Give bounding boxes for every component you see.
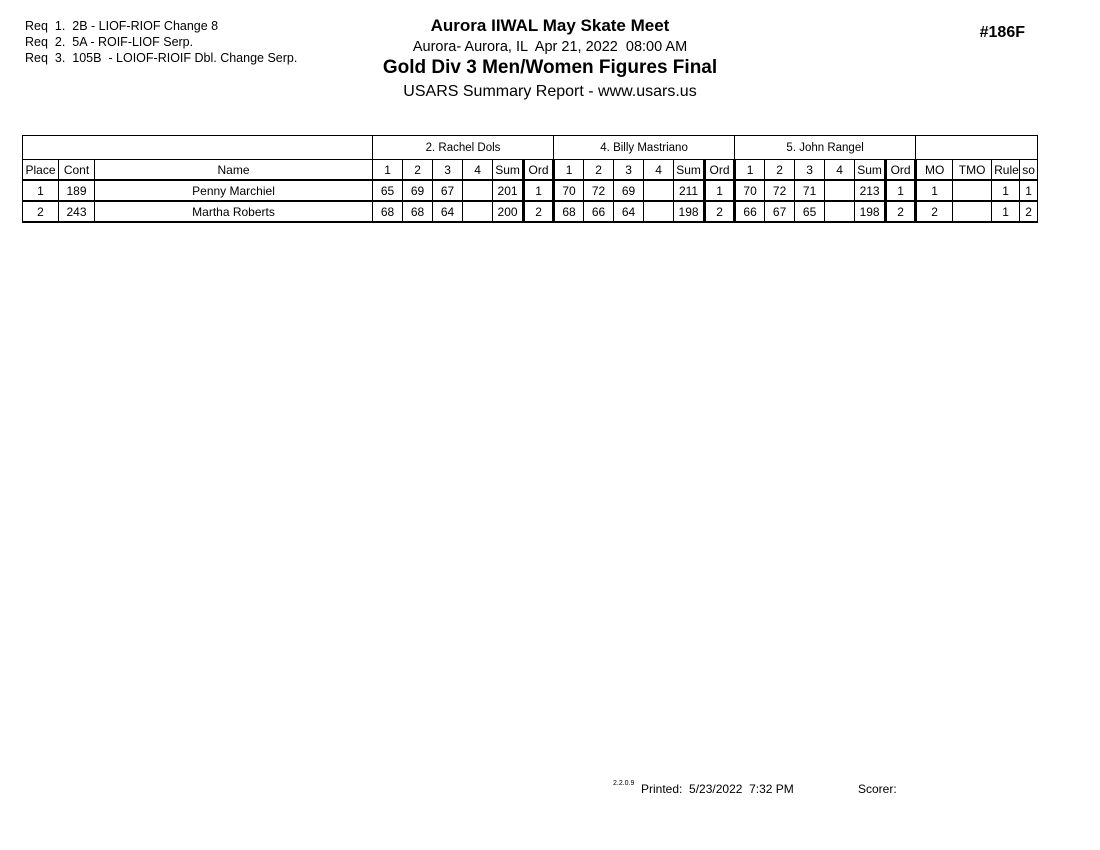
col-rule: Rule	[992, 160, 1020, 181]
score-cell: 64	[614, 201, 644, 222]
requirement-line: Req 2. 5A - ROIF-LIOF Serp.	[25, 35, 194, 49]
col-tmo: TMO	[953, 160, 992, 181]
col-name: Name	[95, 160, 373, 181]
judge-header-row	[23, 136, 1038, 160]
col-score-1: 1	[373, 160, 403, 181]
column-header-row	[23, 160, 1038, 181]
rule-cell: 1	[992, 180, 1020, 201]
requirement-line: Req 3. 105B - LOIOF-RIOIF Dbl. Change Serp.	[25, 51, 298, 65]
col-score-4: 4	[644, 160, 674, 181]
col-ord: Ord	[705, 160, 735, 181]
col-score-2: 2	[765, 160, 795, 181]
rule-cell: 1	[992, 201, 1020, 222]
score-cell: 65	[795, 201, 825, 222]
report-type: USARS Summary Report - www.usars.us	[403, 83, 697, 100]
ord-cell: 2	[705, 201, 735, 222]
score-cell: 71	[795, 180, 825, 201]
col-mo: MO	[916, 160, 953, 181]
ord-cell: 1	[886, 180, 916, 201]
score-cell: 72	[584, 180, 614, 201]
score-cell	[463, 180, 493, 201]
col-place: Place	[23, 160, 59, 181]
sum-cell: 211	[674, 180, 705, 201]
printed-label: Printed:	[641, 782, 683, 796]
col-score-4: 4	[825, 160, 855, 181]
sum-cell: 198	[674, 201, 705, 222]
col-ord: Ord	[886, 160, 916, 181]
sum-cell: 200	[493, 201, 524, 222]
ord-cell: 2	[524, 201, 554, 222]
col-score-2: 2	[584, 160, 614, 181]
score-cell: 72	[765, 180, 795, 201]
requirement-line: Req 1. 2B - LIOF-RIOF Change 8	[25, 19, 219, 33]
col-score-1: 1	[554, 160, 584, 181]
score-cell	[644, 201, 674, 222]
place-cell: 2	[23, 201, 59, 222]
mo-cell: 2	[916, 201, 953, 222]
result-row	[23, 180, 1038, 201]
mo-cell: 1	[916, 180, 953, 201]
tmo-cell	[953, 201, 992, 222]
score-cell	[825, 180, 855, 201]
score-cell	[644, 180, 674, 201]
col-cont: Cont	[59, 160, 95, 181]
score-cell: 68	[403, 201, 433, 222]
score-cell: 69	[614, 180, 644, 201]
ord-cell: 2	[886, 201, 916, 222]
document-number: #186F	[979, 24, 1025, 41]
judge-header: 4. Billy Mastriano	[554, 136, 735, 160]
report-header	[0, 16, 1100, 101]
printed-timestamp	[641, 782, 794, 796]
col-score-3: 3	[795, 160, 825, 181]
so-cell: 1	[1020, 180, 1038, 201]
col-score-3: 3	[433, 160, 463, 181]
col-sum: Sum	[855, 160, 886, 181]
score-cell: 66	[735, 201, 765, 222]
sum-cell: 213	[855, 180, 886, 201]
col-score-3: 3	[614, 160, 644, 181]
software-version: 2.2.0.9	[613, 780, 635, 787]
results-table	[22, 135, 1038, 223]
so-cell: 2	[1020, 201, 1038, 222]
score-cell	[825, 201, 855, 222]
ord-cell: 1	[705, 180, 735, 201]
meet-location-date: Aurora- Aurora, IL Apr 21, 2022 08:00 AM	[412, 39, 688, 55]
score-cell: 66	[584, 201, 614, 222]
score-cell: 70	[735, 180, 765, 201]
col-sum: Sum	[674, 160, 705, 181]
scorer-label: Scorer:	[858, 782, 897, 796]
judge-header-spacer	[23, 136, 373, 160]
tmo-cell	[953, 180, 992, 201]
judge-header: 2. Rachel Dols	[373, 136, 554, 160]
col-score-2: 2	[403, 160, 433, 181]
col-score-4: 4	[463, 160, 493, 181]
score-cell: 69	[403, 180, 433, 201]
cont-cell: 243	[59, 201, 95, 222]
score-cell: 67	[765, 201, 795, 222]
sum-cell: 198	[855, 201, 886, 222]
printed-value: 5/23/2022 7:32 PM	[689, 782, 794, 796]
score-cell: 65	[373, 180, 403, 201]
meet-title: Aurora IIWAL May Skate Meet	[430, 16, 670, 35]
skater-name-cell: Penny Marchiel	[95, 180, 373, 201]
score-cell: 67	[433, 180, 463, 201]
result-row	[23, 201, 1038, 222]
cont-cell: 189	[59, 180, 95, 201]
skater-name-cell: Martha Roberts	[95, 201, 373, 222]
sum-cell: 201	[493, 180, 524, 201]
ord-cell: 1	[524, 180, 554, 201]
score-cell: 64	[433, 201, 463, 222]
score-cell: 70	[554, 180, 584, 201]
score-cell	[463, 201, 493, 222]
judge-header: 5. John Rangel	[735, 136, 916, 160]
col-so: so	[1020, 160, 1038, 181]
col-ord: Ord	[524, 160, 554, 181]
judge-header-spacer	[916, 136, 1038, 160]
col-score-1: 1	[735, 160, 765, 181]
score-cell: 68	[554, 201, 584, 222]
place-cell: 1	[23, 180, 59, 201]
col-sum: Sum	[493, 160, 524, 181]
score-cell: 68	[373, 201, 403, 222]
event-title: Gold Div 3 Men/Women Figures Final	[382, 57, 718, 78]
